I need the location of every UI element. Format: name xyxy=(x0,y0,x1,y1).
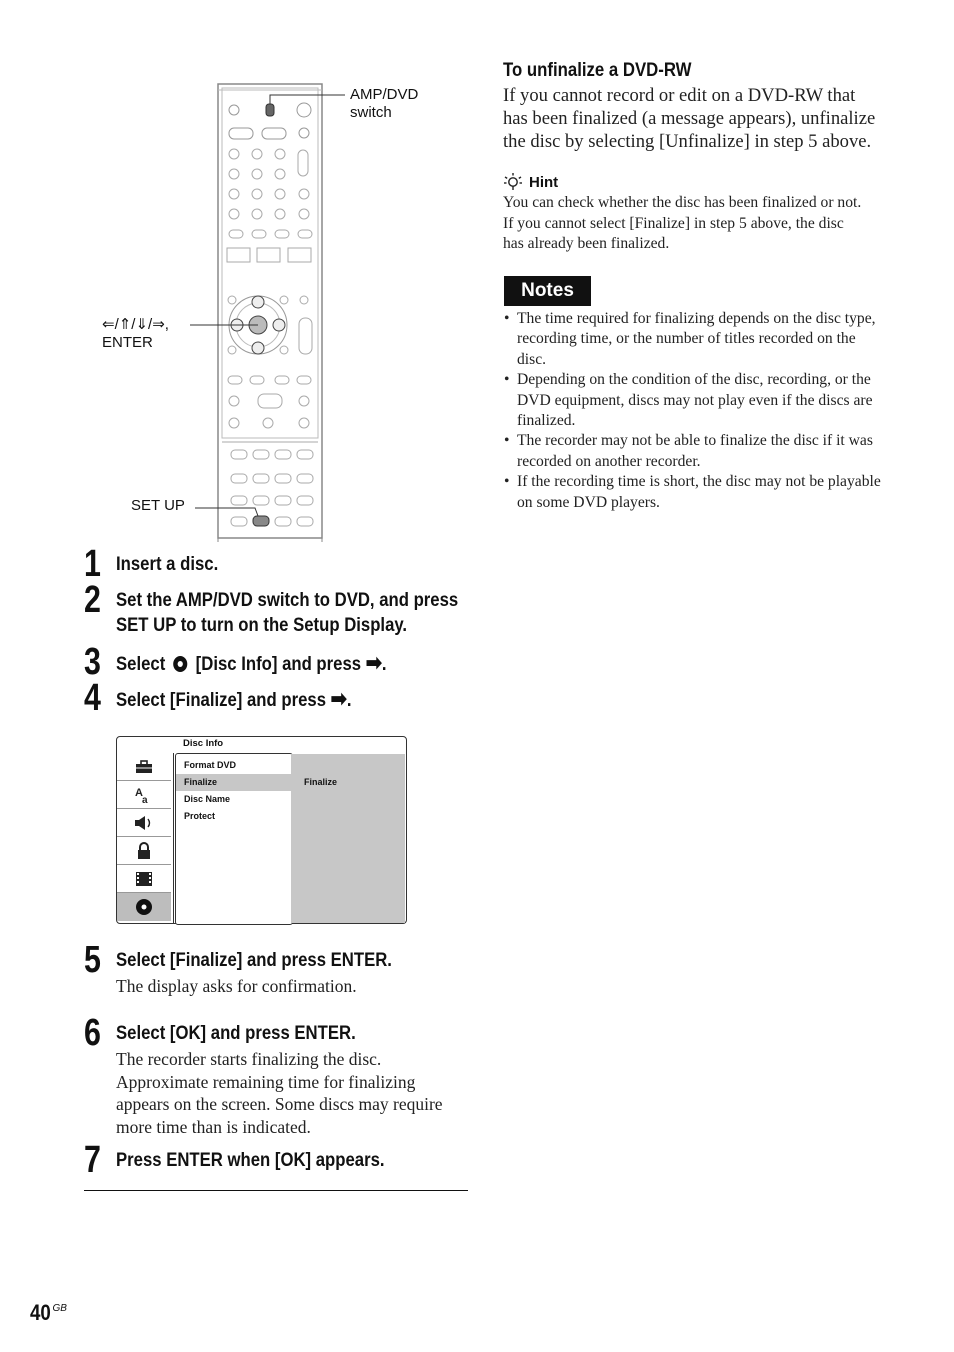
step-title-pre: Select xyxy=(116,654,166,675)
unfinalize-heading: To unfinalize a DVD-RW xyxy=(503,59,692,81)
lightbulb-icon xyxy=(503,172,523,192)
menu-item-disc-name[interactable]: Disc Name xyxy=(184,794,231,804)
arrow-keys-label: ⇐/⇑/⇓/⇒, xyxy=(102,316,169,333)
note-item: • The time required for finalizing depends on the disc type, recording time, or the number of titles recorded on the disc. xyxy=(504,309,888,370)
step-title: Select [Disc Info] and press ➡. xyxy=(116,650,387,675)
padlock-icon[interactable] xyxy=(117,837,171,865)
step-title: Insert a disc. xyxy=(116,554,219,575)
step-body: The display asks for confirmation. xyxy=(116,976,357,996)
setup-label: SET UP xyxy=(131,497,185,514)
menu-item-protect[interactable]: Protect xyxy=(184,811,216,821)
notes-badge: Notes xyxy=(504,276,591,306)
step-title-post: [Disc Info] and press xyxy=(195,654,362,675)
menu-icon-column xyxy=(117,753,174,923)
language-icon[interactable] xyxy=(117,781,171,809)
setup-toolbox-icon[interactable] xyxy=(117,753,171,781)
right-arrow-icon: ➡ xyxy=(330,686,347,711)
notes-list xyxy=(504,309,888,513)
hint-text: You can check whether the disc has been finalized or not. If you cannot select [Finalize] in step 5 above, the disc has already been finalized. xyxy=(503,194,862,252)
menu-item-format-dvd[interactable]: Format DVD xyxy=(184,760,237,770)
note-item: • The recorder may not be able to finalize the disc if it was recorded on another recorder. xyxy=(504,431,888,472)
step-title: Select [Finalize] and press ENTER. xyxy=(116,950,392,971)
step-number: 2 xyxy=(84,579,101,621)
step-number: 3 xyxy=(84,641,101,683)
step-number: 6 xyxy=(84,1012,101,1054)
menu-list xyxy=(175,753,293,925)
step-title: Select [OK] and press ENTER. xyxy=(116,1023,356,1044)
hint-label: Hint xyxy=(529,173,559,191)
step-title: SET UP to turn on the Setup Display. xyxy=(116,615,408,636)
unfinalize-paragraph: If you cannot record or edit on a DVD-RW that has been finalized (a message appears), unfinalize the disc by selecting [Unfinalize] in step 5 above. xyxy=(503,85,876,152)
film-strip-icon[interactable] xyxy=(117,865,171,893)
step-title: Set the AMP/DVD switch to DVD, and press xyxy=(116,590,459,611)
enter-label: ENTER xyxy=(102,334,153,351)
step-number: 5 xyxy=(84,939,101,981)
section-divider xyxy=(84,1190,468,1191)
amp-dvd-switch-label: AMP/DVD switch xyxy=(350,86,419,121)
page-number: 40 $^{GB}$ xyxy=(30,1300,67,1325)
step-number: 1 xyxy=(84,543,101,585)
menu-title: Disc Info xyxy=(183,738,224,749)
step-number: 7 xyxy=(84,1139,101,1181)
note-item: • Depending on the condition of the disc, recording, or the DVD equipment, discs may not play even if the discs are finalized. xyxy=(504,370,888,431)
step-body: The recorder starts finalizing the disc. Approximate remaining time for finalizing appears on the screen. Some discs may require more time than is indicated. xyxy=(116,1049,443,1138)
disc-icon[interactable] xyxy=(117,893,171,921)
step-title: Press ENTER when [OK] appears. xyxy=(116,1150,385,1171)
svg-text:a: a xyxy=(142,794,148,805)
disc-icon xyxy=(173,656,187,672)
step-number: 4 xyxy=(84,677,101,719)
menu-item-finalize[interactable]: Finalize xyxy=(176,774,292,791)
disc-info-screen xyxy=(116,736,407,924)
sub-option-finalize[interactable]: Finalize xyxy=(304,777,338,787)
note-item: • If the recording time is short, the disc may not be playable on some DVD players. xyxy=(504,472,888,513)
svg-text:A: A xyxy=(135,786,143,799)
sub-option-panel xyxy=(291,754,405,923)
step-title: Select [Finalize] and press ➡. xyxy=(116,686,352,711)
audio-speaker-icon[interactable] xyxy=(117,809,171,837)
right-arrow-icon: ➡ xyxy=(365,650,382,675)
hint-header xyxy=(503,172,558,192)
